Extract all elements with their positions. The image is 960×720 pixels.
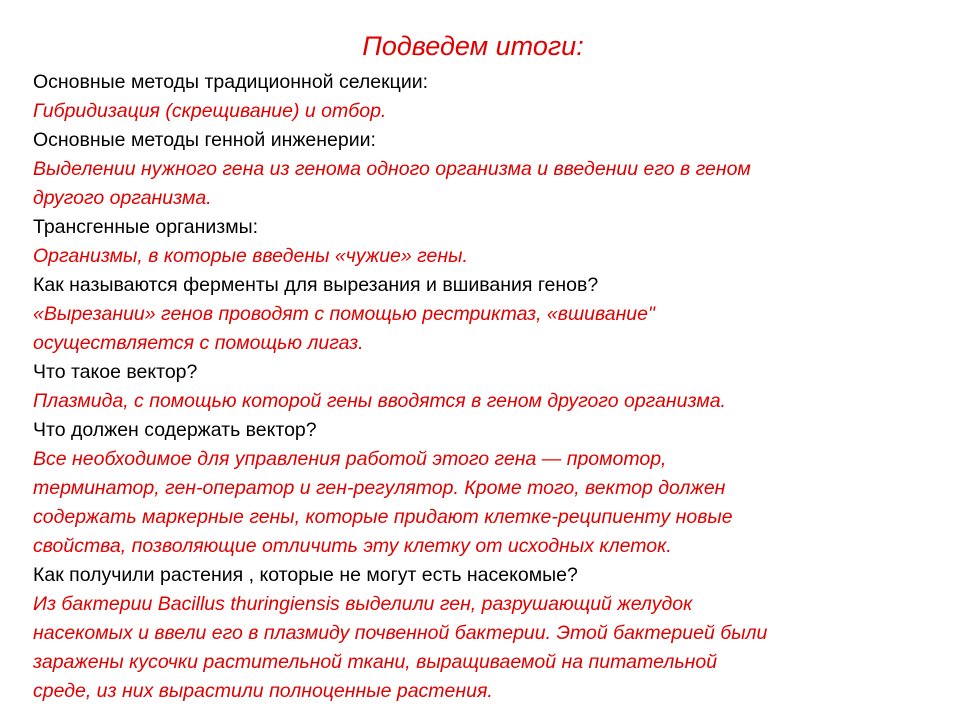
answer-line: другого организма.	[33, 187, 212, 209]
slide-content	[33, 68, 948, 706]
question-line: Как называются ферменты для вырезания и вшивания генов?	[33, 274, 599, 296]
answer-line: осуществляется с помощью лигаз.	[33, 332, 364, 354]
answer-line: Организмы, в которые введены «чужие» гены.	[33, 245, 468, 267]
question-line: Основные методы традиционной селекции:	[33, 71, 429, 93]
slide-title: Подведем итоги:	[362, 31, 584, 61]
answer-line: Из бактерии Bacillus thuringiensis выделили ген, разрушающий желудок	[33, 593, 693, 615]
question-line: Основные методы генной инженерии:	[33, 129, 376, 151]
answer-line: содержать маркерные гены, которые придают клетке-реципиенту новые	[33, 506, 733, 528]
answer-line: свойства, позволяющие отличить эту клетку от исходных клеток.	[33, 535, 672, 557]
answer-line: заражены кусочки растительной ткани, выращиваемой на питательной	[33, 651, 718, 673]
answer-line: Все необходимое для управления работой этого гена — промотор,	[33, 448, 667, 470]
question-line: Трансгенные организмы:	[33, 216, 259, 238]
question-line: Что такое вектор?	[33, 361, 198, 383]
answer-line: насекомых и ввели его в плазмиду почвенной бактерии. Этой бактерией были	[33, 622, 768, 644]
question-line: Что должен содержать вектор?	[33, 419, 317, 441]
answer-line: среде, из них вырастили полноценные растения.	[33, 680, 493, 702]
answer-line: Гибридизация (скрещивание) и отбор.	[33, 100, 387, 122]
answer-line: «Вырезании» генов проводят с помощью рестриктаз, «вшивание"	[33, 303, 655, 325]
question-line: Как получили растения , которые не могут есть насекомые?	[33, 564, 578, 586]
answer-line: терминатор, ген-оператор и ген-регулятор. Кроме того, вектор должен	[33, 477, 726, 499]
answer-line: Плазмида, с помощью которой гены вводятся в геном другого организма.	[33, 390, 726, 412]
answer-line: Выделении нужного гена из генома одного организма и введении его в геном	[33, 158, 751, 180]
